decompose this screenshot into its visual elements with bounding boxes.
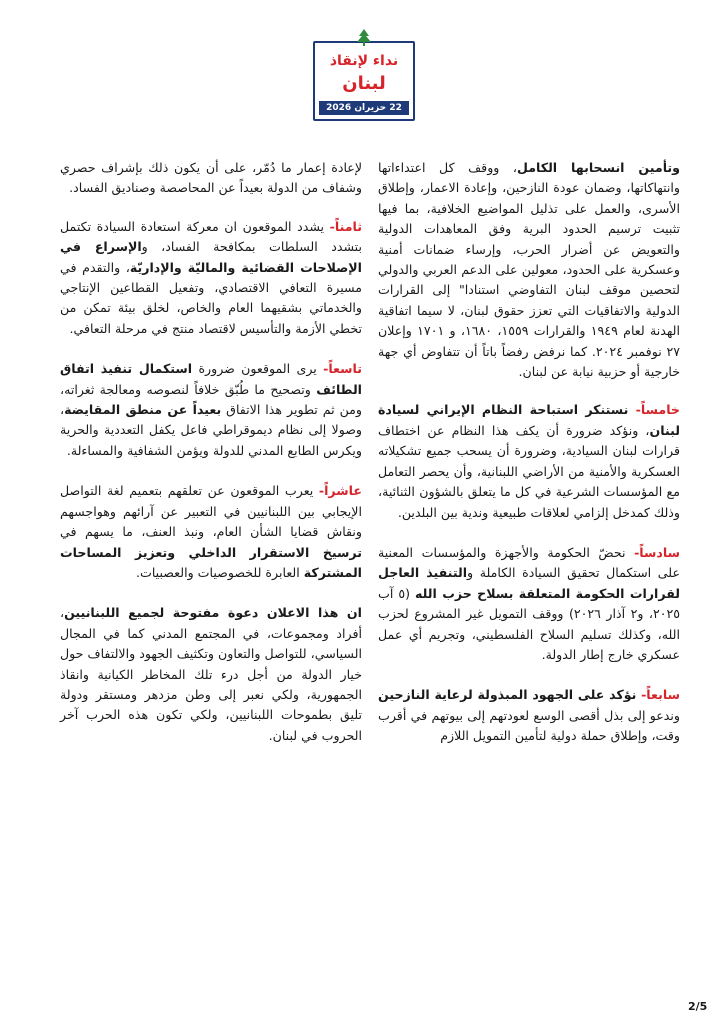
paragraph-text: يشدد الموقعون ان معركة استعادة السيادة تكتمل بتشدد السلطات بمكافحة الفساد، و [60, 218, 362, 255]
paragraph-text: لإعادة إعمار ما دُمّر، على أن يكون ذلك بإشراف حصري وشفاف من الدولة بعيداً عن المحاصصة وصناديق الفساد. [60, 160, 362, 196]
clause-number: سابعاً- [641, 687, 680, 703]
paragraph-text: وتصحيح ما طُبّق خلافاً لنصوصه ومعالجة ثغراته، ومن ثم تطوير هذا الاتفاق [60, 381, 363, 418]
paragraph-tenth [60, 481, 362, 583]
bold-phrase: ان هذا الاعلان دعوة مفتوحة لجميع اللبنانيين [64, 605, 362, 621]
left-column [60, 158, 362, 766]
paragraph-reconstruction [60, 158, 362, 199]
bold-phrase: التنفيذ العاجل لقرارات الحكومة المتعلقة بسلاح حزب الله [378, 565, 680, 601]
paragraph-text: ، ووقف كل اعتداءاتها وانتهاكاتها، وضمان عودة النازحين، وإعادة الاعمار، وإطلاق الأسرى، والعمل على تذليل المواضيع الخلافية، بما فيها تثبيت ترسيم الحدود البرية وفق المعاهدات الدولية والتعويض عن أضرار الحرب، وإرساء ضمانات أمنية وعسكرية على الحدود، معولين على الدعم العربي والدولي لتحصين موقف لبنان التفاوضي استنادا" إلى القرارات الدولية والاتفاقيات التي تعزز حقوق لبنان، لا سيما اتفاقية الهدنة لعام ١٩٤٩ والقرارات ١٥٥٩، ١٦٨٠، و ١٧٠١ وإعلان ٢٧ نوفمبر ٢٠٢٤. كما نرفض رفضاً باتاً أن تتفاوض أي جهة خارجية أو حزبية نيابة عن لبنان. [378, 160, 681, 380]
paragraph-text: نحضّ الحكومة والأجهزة والمؤسسات المعنية على استكمال تحقيق السيادة الكاملة و [378, 544, 680, 581]
clause-number: سادساً- [634, 544, 680, 560]
paragraph-text: يرى الموقعون ضرورة [192, 361, 324, 377]
paragraph-seventh [378, 685, 680, 746]
paragraph-sixth [378, 543, 680, 665]
bold-phrase: نؤكد على الجهود المبذولة لرعاية النازحين [378, 687, 642, 703]
bold-phrase: بعيداً عن منطق المقايضة [64, 402, 222, 418]
paragraph-text: (٥ آب ٢٠٢٥، و٢ آذار ٢٠٢٦) ووقف التمويل غير المشروع لحزب الله، وكذلك تسليم السلاح الفلسطيني، وتجريم أي عمل عسكري خارج إطار الدولة. [378, 585, 680, 662]
right-column [378, 158, 680, 767]
bold-phrase: الإسراع في الإصلاحات القضائية والماليّة والإداريّة [60, 239, 362, 275]
paragraph-fifth [378, 400, 680, 522]
logo-line-2: لبنان [342, 73, 386, 94]
paragraph-ninth [60, 359, 362, 461]
paragraph-closing [60, 603, 362, 746]
bold-phrase: نستنكر استباحة النظام الإيراني لسيادة لبنان [378, 402, 680, 438]
bold-phrase: وتأمين انسحابها الكامل [516, 160, 680, 175]
paragraph-eighth [60, 217, 362, 339]
paragraph-text: ، أفراد ومجموعات، في المجتمع المدني كما في المجال السياسي، للتواصل والتعاون وتكثيف الجهود والالتفاف حول خيار الدولة من أجل درء تلك المخاطر الكيانية وانقاذ الجمهورية، ولكي نعبر إلى وطن مزدهر ومستقر ودولة تليق بطموحات اللبنانيين، ولكي تكون هذه الحرب آخر الحروب في لبنان. [60, 605, 362, 743]
logo-date-bar: 22 حزيران 2026 [319, 101, 409, 115]
paragraph-text: ، والتقدم في مسيرة التعافي الاقتصادي، وتفعيل القطاعين الإنتاجي والخدماتي بشقيهما العام والخاص، لخلق بيئة تمكن من تخطي الأزمة والتأسيس لاقتصاد منتج في مرحلة التعافي. [60, 259, 362, 336]
clause-number: عاشراً- [318, 483, 362, 499]
paragraph-text: يعرب الموقعون عن تعلقهم بتعميم لغة التواصل الإيجابي بين اللبنانيين في التعبير عن آرائهم وهواجسهم ونقاش قضايا الشأن العام، ونبذ العنف، ما يسهم في [60, 483, 362, 540]
paragraph-text: وندعو إلى بذل أقصى الوسع لعودتهم إلى بيوتهم في أقرب وقت، وإطلاق حملة دولية لتأمين التمويل اللازم [378, 707, 680, 744]
paragraph-text: العابرة للخصوصيات والعصبيات. [135, 564, 304, 580]
clause-number: تاسعاً- [323, 361, 363, 377]
logo-line-1: نداء لإنقاذ [329, 53, 399, 69]
bold-phrase: استكمال تنفيذ اتفاق الطائف [60, 361, 362, 397]
paragraph-withdrawal [378, 158, 680, 382]
clause-number: ثامناً- [329, 218, 362, 234]
paragraph-text: ، ونؤكد ضرورة أن يكف هذا النظام عن اختطاف قرارات لبنان السيادية، وضرورة أن يسحب جميع تشكيلاته العسكرية والأمنية من الأراضي اللبنانية، وأن يحصر التعامل مع المؤسسات الشرعية في كل ما يتعلق بالشؤون الثنائية، وذلك كمدخل إلزامي لعلاقات طبيعية وندية بين البلدين. [378, 422, 680, 520]
cedar-tree-icon [355, 29, 373, 47]
page-number: 2/5 [688, 1000, 708, 1013]
paragraph-text: ، وصولا إلى نظام ديموقراطي فاعل يكفل التعددية والحرية ويكرس الطابع المدني للدولة ويؤمن الشفافية والمساءلة. [60, 402, 362, 458]
campaign-logo [313, 41, 415, 121]
bold-phrase: ترسيخ الاستقرار الداخلي وتعزيز المساحات المشتركة [60, 544, 362, 580]
clause-number: خامساً- [635, 402, 680, 418]
